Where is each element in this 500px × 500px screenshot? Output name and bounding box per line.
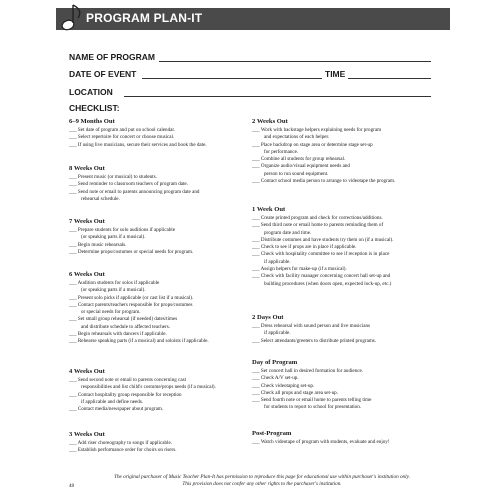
checklist-item[interactable]: ___ Present solo picks if applicable (or cast list if a musical). — [69, 294, 194, 301]
checklist-item[interactable]: ___ Begin rehearsals with dancers if applicable. — [69, 331, 167, 338]
section-title: 3 Weeks Out — [69, 431, 105, 438]
checklist-item[interactable]: ___ Add riser choreography to songs if applicable. — [69, 440, 172, 446]
footer-line-1: The original purchaser of Music Teacher Plan-It has permission to reproduce this page for educational use within purchaser's institution only. — [114, 474, 410, 480]
checklist-item[interactable]: ___ Check with hospitality committee to see if reception is in place — [252, 251, 390, 258]
checklist-item[interactable]: ___ Select attendants/greeters to distribute printed programs. — [252, 337, 377, 344]
checklist-item[interactable]: ___ Select repertoire for concert or choose musical. — [69, 134, 175, 141]
checklist-item-continued: and distribute schedule to affected teachers. — [81, 323, 171, 330]
checklist-item[interactable]: ___ Check with facility manager concerning concert hall set-up and — [252, 273, 391, 280]
checklist-item[interactable]: ___ Work with backstage helpers explaining needs for program — [252, 127, 382, 133]
checklist-item-continued: building procedures (when doors open, expected lock-up, etc.) — [264, 280, 392, 287]
checklist-item[interactable]: ___ Check to see if props are in place if applicable. — [252, 244, 357, 251]
section-title: 8 Weeks Out — [69, 165, 105, 172]
checklist-item[interactable]: ___ Send second note or email to parents concerning cast — [69, 377, 186, 383]
location-line[interactable] — [124, 96, 431, 97]
checklist-item[interactable]: ___ Check videotaping set-up. — [252, 382, 315, 389]
checklist-item[interactable]: ___ Set date of program and put on school calendar. — [69, 127, 176, 133]
checklist-item[interactable]: ___ Dress rehearsal with sound person and live musicians — [252, 323, 370, 329]
section-1-week — [252, 206, 452, 288]
section-2-days — [252, 314, 452, 345]
section-title: 1 Week Out — [252, 206, 286, 213]
worksheet-page — [12, 0, 486, 498]
checklist-item[interactable]: ___ Check A/V set-up. — [252, 375, 299, 382]
section-6-9-months — [69, 118, 269, 149]
music-note-icon — [59, 3, 85, 31]
section-title: 6 Weeks Out — [69, 271, 105, 278]
checklist-item[interactable]: ___ Send fourth note or email home to parents telling time — [252, 397, 372, 404]
section-post-program — [252, 430, 452, 446]
checklist-item[interactable]: ___ Prepare students for solo auditions if applicable — [69, 227, 175, 233]
checklist-item-continued: person to run sound equipment. — [264, 170, 329, 177]
checklist-item[interactable]: ___ Assign helpers for make-up (if a musical). — [252, 266, 347, 273]
checklist-item[interactable]: ___ Contact media/newspaper about program. — [69, 406, 164, 413]
checklist-item-continued: for performance. — [264, 148, 299, 155]
checklist-item[interactable]: ___ Place backdrop on stage area or determine stage set-up — [252, 141, 373, 148]
page-number: 48 — [69, 484, 74, 489]
page-title: PROGRAM PLAN-IT — [86, 11, 203, 25]
checklist-item[interactable]: ___ Create printed program and check for corrections/additions. — [252, 215, 383, 221]
checklist-item[interactable]: ___ Set concert hall in desired formation for audience. — [252, 368, 364, 374]
checklist-item[interactable]: ___ Determine props/costumes or special needs for program. — [69, 248, 194, 255]
checklist-item[interactable]: ___ Contact school media person to arrange to videotape the program. — [252, 178, 396, 185]
section-title: 6–9 Months Out — [69, 118, 115, 125]
checklist-right-column — [252, 118, 452, 458]
checklist-item-continued: (or speaking parts if a musical). — [81, 234, 146, 241]
checklist-item-continued: and expectations of each helper. — [264, 134, 330, 141]
field-label-event-date: DATE OF EVENT — [69, 69, 137, 79]
time-line[interactable] — [348, 78, 431, 79]
checklist-item-continued: if applicable and define needs. — [81, 398, 144, 405]
checklist-item[interactable]: ___ Present music (or musical) to students. — [69, 174, 157, 180]
field-label-time: TIME — [325, 69, 346, 79]
field-label-program-name: NAME OF PROGRAM — [69, 52, 155, 62]
checklist-item[interactable]: ___ If using live musicians, secure their services and book the date. — [69, 141, 207, 148]
checklist-item[interactable]: ___ Organize audio/visual equipment needs and — [252, 163, 350, 170]
checklist-item-continued: if applicable. — [264, 330, 291, 337]
section-3-weeks — [69, 431, 269, 455]
checklist-item[interactable]: ___ Send note or email to parents announcing program date and — [69, 188, 200, 195]
checklist-item[interactable]: ___ Contact hospitality group responsible for reception — [69, 391, 182, 398]
checklist-item[interactable]: ___ Send third note or email home to parents reminding them of — [252, 222, 384, 229]
checklist-item[interactable]: ___ Begin music rehearsals. — [69, 241, 127, 248]
section-4-weeks — [69, 368, 269, 413]
section-title: 2 Weeks Out — [252, 118, 288, 125]
section-day-of-program — [252, 359, 452, 412]
footer-line-2: This provision does not confer any other rights to the purchaser's institution. — [182, 481, 342, 487]
checklist-heading: CHECKLIST: — [69, 103, 120, 113]
checklist-item[interactable]: ___ Contact parents/teachers responsible for props/costumes — [69, 301, 193, 308]
section-2-weeks — [252, 118, 452, 185]
checklist-item-continued: for students to report to school for presentation. — [264, 404, 362, 411]
section-title: 2 Days Out — [252, 314, 284, 321]
program-name-line[interactable] — [159, 61, 431, 62]
section-title: 4 Weeks Out — [69, 368, 105, 375]
event-date-line[interactable] — [142, 78, 322, 79]
checklist-item-continued: (or speaking parts if a musical). — [81, 287, 146, 294]
section-title: Post-Program — [252, 430, 292, 437]
checklist-item-continued: responsibilities and list child's costume/props needs (if a musical). — [81, 384, 216, 391]
checklist-item[interactable]: ___ Rehearse speaking parts (if a musical) and soloists if applicable. — [69, 338, 209, 345]
checklist-item[interactable]: ___ Combine all students for group rehearsal. — [252, 156, 346, 163]
section-title: Day of Program — [252, 359, 298, 366]
checklist-item[interactable]: ___ Check all props and stage area set-up. — [252, 389, 338, 396]
checklist-item[interactable]: ___ Set small group rehearsal (if needed) dates/times — [69, 316, 178, 323]
section-7-weeks — [69, 218, 269, 256]
checklist-item-continued: rehearsal schedule. — [81, 195, 120, 202]
section-8-weeks — [69, 165, 269, 203]
checklist-item[interactable]: ___ Send reminder to classroom teachers of program date. — [69, 181, 188, 188]
checklist-item[interactable]: ___ Establish performance order for choirs on risers. — [69, 447, 177, 454]
checklist-item-continued: if applicable. — [264, 258, 291, 265]
checklist-item-continued: program date and time. — [264, 229, 312, 236]
checklist-item[interactable]: ___ Distribute costumes and have students try them on (if a musical). — [252, 236, 394, 243]
field-label-location: LOCATION — [69, 87, 113, 97]
checklist-item-continued: or special needs for program. — [81, 309, 141, 316]
checklist-item[interactable]: ___ Audition students for solos if applicable — [69, 280, 160, 286]
section-6-weeks — [69, 271, 269, 346]
checklist-left-column — [69, 118, 269, 458]
checklist-item[interactable]: ___ Watch videotape of program with students, evaluate and enjoy! — [252, 439, 390, 445]
permission-footer — [72, 474, 452, 488]
section-title: 7 Weeks Out — [69, 218, 105, 225]
